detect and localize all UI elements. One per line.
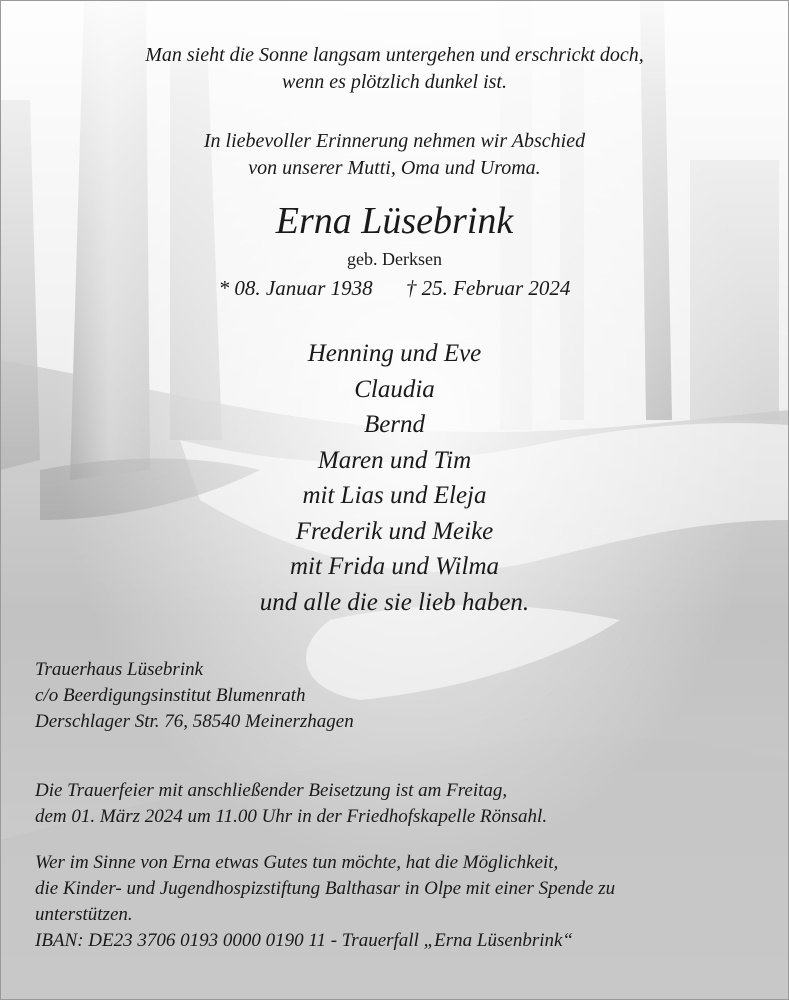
donation-line: Wer im Sinne von Erna etwas Gutes tun möchte, hat die Möglichkeit,	[35, 852, 559, 873]
ceremony-line: dem 01. März 2024 um 11.00 Uhr in der Friedhofskapelle Rönsahl.	[35, 806, 548, 827]
motto-line: Man sieht die Sonne langsam untergehen und erschrickt doch,	[145, 44, 644, 66]
birth-date: * 08. Januar 1938	[218, 276, 373, 300]
death-date: † 25. Februar 2024	[405, 276, 571, 300]
mourner-line: mit Lias und Eleja	[302, 482, 487, 509]
farewell-intro	[0, 128, 789, 182]
mourner-line: mit Frida und Wilma	[289, 553, 500, 580]
mourner-line: Bernd	[363, 411, 426, 438]
deceased-name: Erna Lüsebrink	[275, 200, 514, 242]
mourner-line: und alle die sie lieb haben.	[259, 588, 530, 616]
donation-line: unterstützen.	[35, 904, 133, 925]
address-line: Trauerhaus Lüsebrink	[35, 659, 204, 680]
donation-line: die Kinder- und Jugendhospizstiftung Balthasar in Olpe mit einer Spende zu	[35, 878, 616, 899]
motto-quote	[0, 42, 789, 96]
ceremony-line: Die Trauerfeier mit anschließender Beisetzung ist am Freitag,	[35, 780, 508, 801]
donation-request	[35, 850, 765, 954]
address-line: c/o Beerdigungsinstitut Blumenrath	[35, 685, 306, 706]
motto-line: wenn es plötzlich dunkel ist.	[282, 71, 507, 93]
mourners-list	[0, 336, 789, 620]
mourner-line: Henning und Eve	[307, 340, 482, 367]
donation-iban-line: IBAN: DE23 3706 0193 0000 0190 11 - Trauerfall „Erna Lüsenbrink“	[35, 930, 573, 951]
mourning-house-address	[35, 657, 765, 735]
mourner-line: Maren und Tim	[317, 446, 472, 474]
mourner-line: Claudia	[354, 375, 435, 403]
mourner-line: Frederik und Meike	[295, 517, 494, 545]
funeral-ceremony-info	[35, 778, 765, 830]
intro-line: In liebevoller Erinnerung nehmen wir Abschied	[203, 130, 586, 152]
intro-line: von unserer Mutti, Oma und Uroma.	[248, 157, 541, 179]
birth-name: geb. Derksen	[347, 249, 442, 269]
address-line: Derschlager Str. 76, 58540 Meinerzhagen	[35, 711, 354, 732]
life-dates	[0, 273, 789, 303]
